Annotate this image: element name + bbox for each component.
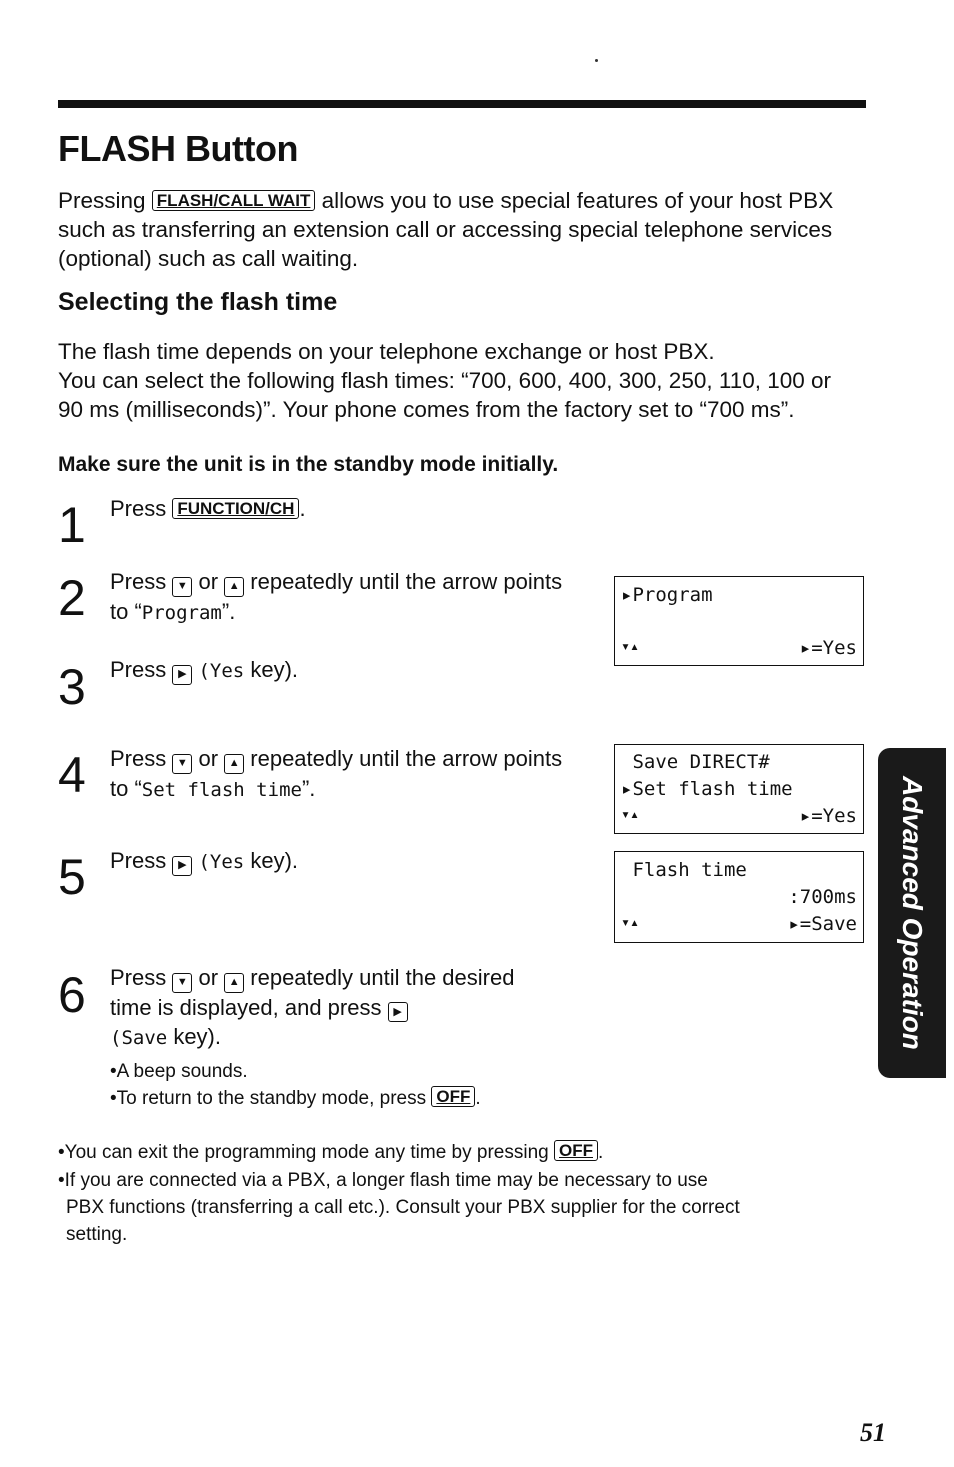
right-arrow-key-icon: ▶ xyxy=(172,665,192,685)
step-1-text xyxy=(110,494,580,523)
flash-time-options: You can select the following flash times: “700, 600, 400, 300, 250, 110, 100 or 90 ms (milliseconds)”. Your phone comes from the factory set to “700 ms”. xyxy=(58,368,832,422)
step-4-or: or xyxy=(192,746,225,771)
function-ch-key: FUNCTION/CH xyxy=(172,498,299,519)
down-arrow-key-icon: ▼ xyxy=(172,577,192,597)
step-6-or: or xyxy=(192,965,225,990)
display-line-1: Save DIRECT# xyxy=(621,751,770,773)
step-6-rest: repeatedly until the desired time is displayed, and press xyxy=(110,965,515,1020)
right-arrow-key-icon: ▶ xyxy=(172,856,192,876)
intro-paragraph xyxy=(58,186,848,273)
step-6-save-label: (Save xyxy=(110,1027,168,1049)
step-3-end: key). xyxy=(244,657,299,682)
section-heading: Selecting the flash time xyxy=(58,288,338,316)
nav-arrows-icon: ▾▴ xyxy=(621,637,640,655)
beep-note: •A beep sounds. xyxy=(110,1061,248,1082)
exit-end: . xyxy=(598,1142,604,1163)
up-arrow-key-icon: ▲ xyxy=(224,754,244,774)
down-arrow-key-icon: ▼ xyxy=(172,754,192,774)
display-flash-time xyxy=(614,851,864,943)
step-3-yes-label: (Yes xyxy=(198,660,245,682)
return-end: . xyxy=(475,1088,481,1109)
step-2-end: ”. xyxy=(221,598,236,624)
page-title: FLASH Button xyxy=(58,128,298,169)
display-program xyxy=(614,576,864,666)
step-2-or: or xyxy=(192,569,225,594)
intro-text-before: Pressing xyxy=(58,188,152,213)
return-text: •To return to the standby mode, press xyxy=(110,1088,432,1109)
step-4-rest: repeatedly until the arrow points to “ xyxy=(110,746,563,801)
flash-time-intro: The flash time depends on your telephone exchange or host PBX. xyxy=(58,339,715,364)
step-2-number: 2 xyxy=(58,570,86,626)
off-key: OFF xyxy=(554,1140,598,1161)
step-4-press: Press xyxy=(110,746,173,771)
standby-note: Make sure the unit is in the standby mode initially. xyxy=(58,453,559,476)
pbx-note-line-2: PBX functions (transferring a call etc.). Consult your PBX supplier for the correct xyxy=(66,1197,740,1218)
step-1-press: Press xyxy=(110,496,173,521)
step-1-number: 1 xyxy=(58,497,86,553)
stray-dot xyxy=(595,59,598,62)
down-arrow-key-icon: ▼ xyxy=(172,973,192,993)
exit-programming-note xyxy=(58,1139,603,1166)
exit-text: •You can exit the programming mode any time by pressing xyxy=(58,1142,554,1163)
right-arrow-key-icon: ▶ xyxy=(388,1002,408,1022)
step-6-end: key). xyxy=(167,1024,221,1049)
step-4-set-flash-label: Set flash time xyxy=(141,778,302,801)
step-4-end: ”. xyxy=(301,775,316,801)
side-tab-label: Advanced Operation xyxy=(897,776,928,1050)
section-side-tab xyxy=(878,748,946,1078)
off-key: OFF xyxy=(431,1086,475,1107)
step-6-text xyxy=(110,963,550,1053)
step-5-end: key). xyxy=(244,848,299,873)
flash-time-paragraph xyxy=(58,337,848,424)
up-arrow-key-icon: ▲ xyxy=(224,577,244,597)
display-action: ▸=Save xyxy=(788,913,857,935)
step-2-rest: repeatedly until the arrow points to “ xyxy=(110,569,563,624)
display-action: ▸=Yes xyxy=(799,805,857,827)
step-4-text xyxy=(110,744,580,805)
step-6-number: 6 xyxy=(58,967,86,1023)
nav-arrows-icon: ▾▴ xyxy=(621,805,640,823)
flash-call-wait-key: FLASH/CALL WAIT xyxy=(152,190,316,211)
step-5-press: Press xyxy=(110,848,173,873)
nav-arrows-icon: ▾▴ xyxy=(621,913,640,931)
step-5-number: 5 xyxy=(58,849,86,905)
display-action: ▸=Yes xyxy=(799,637,857,659)
step-2-press: Press xyxy=(110,569,173,594)
display-line-2: :700ms xyxy=(788,886,857,908)
header-rule xyxy=(58,100,866,108)
pbx-note-line-3: setting. xyxy=(66,1224,128,1245)
step-6-press: Press xyxy=(110,965,173,990)
step-5-yes-label: (Yes xyxy=(198,851,245,873)
page-number: 51 xyxy=(860,1418,886,1447)
step-5-text xyxy=(110,846,580,877)
step-4-number: 4 xyxy=(58,747,86,803)
step-2-text xyxy=(110,567,580,628)
step-1-end: . xyxy=(299,496,306,521)
pbx-note-line-1: •If you are connected via a PBX, a longer flash time may be necessary to use xyxy=(58,1170,708,1191)
step-3-press: Press xyxy=(110,657,173,682)
intro-text-after: allows you to use special features of your host PBX such as transferring an extension call or accessing special telephone services (optional) such as call waiting. xyxy=(58,188,834,271)
step-3-number: 3 xyxy=(58,659,86,715)
display-line-1: ▸Program xyxy=(621,584,713,606)
step-3-text xyxy=(110,655,580,686)
return-standby-note xyxy=(110,1085,481,1112)
up-arrow-key-icon: ▲ xyxy=(224,973,244,993)
display-set-flash-time xyxy=(614,744,864,834)
display-line-1: Flash time xyxy=(621,859,747,881)
step-2-program-label: Program xyxy=(141,601,222,624)
display-line-2: ▸Set flash time xyxy=(621,778,793,800)
